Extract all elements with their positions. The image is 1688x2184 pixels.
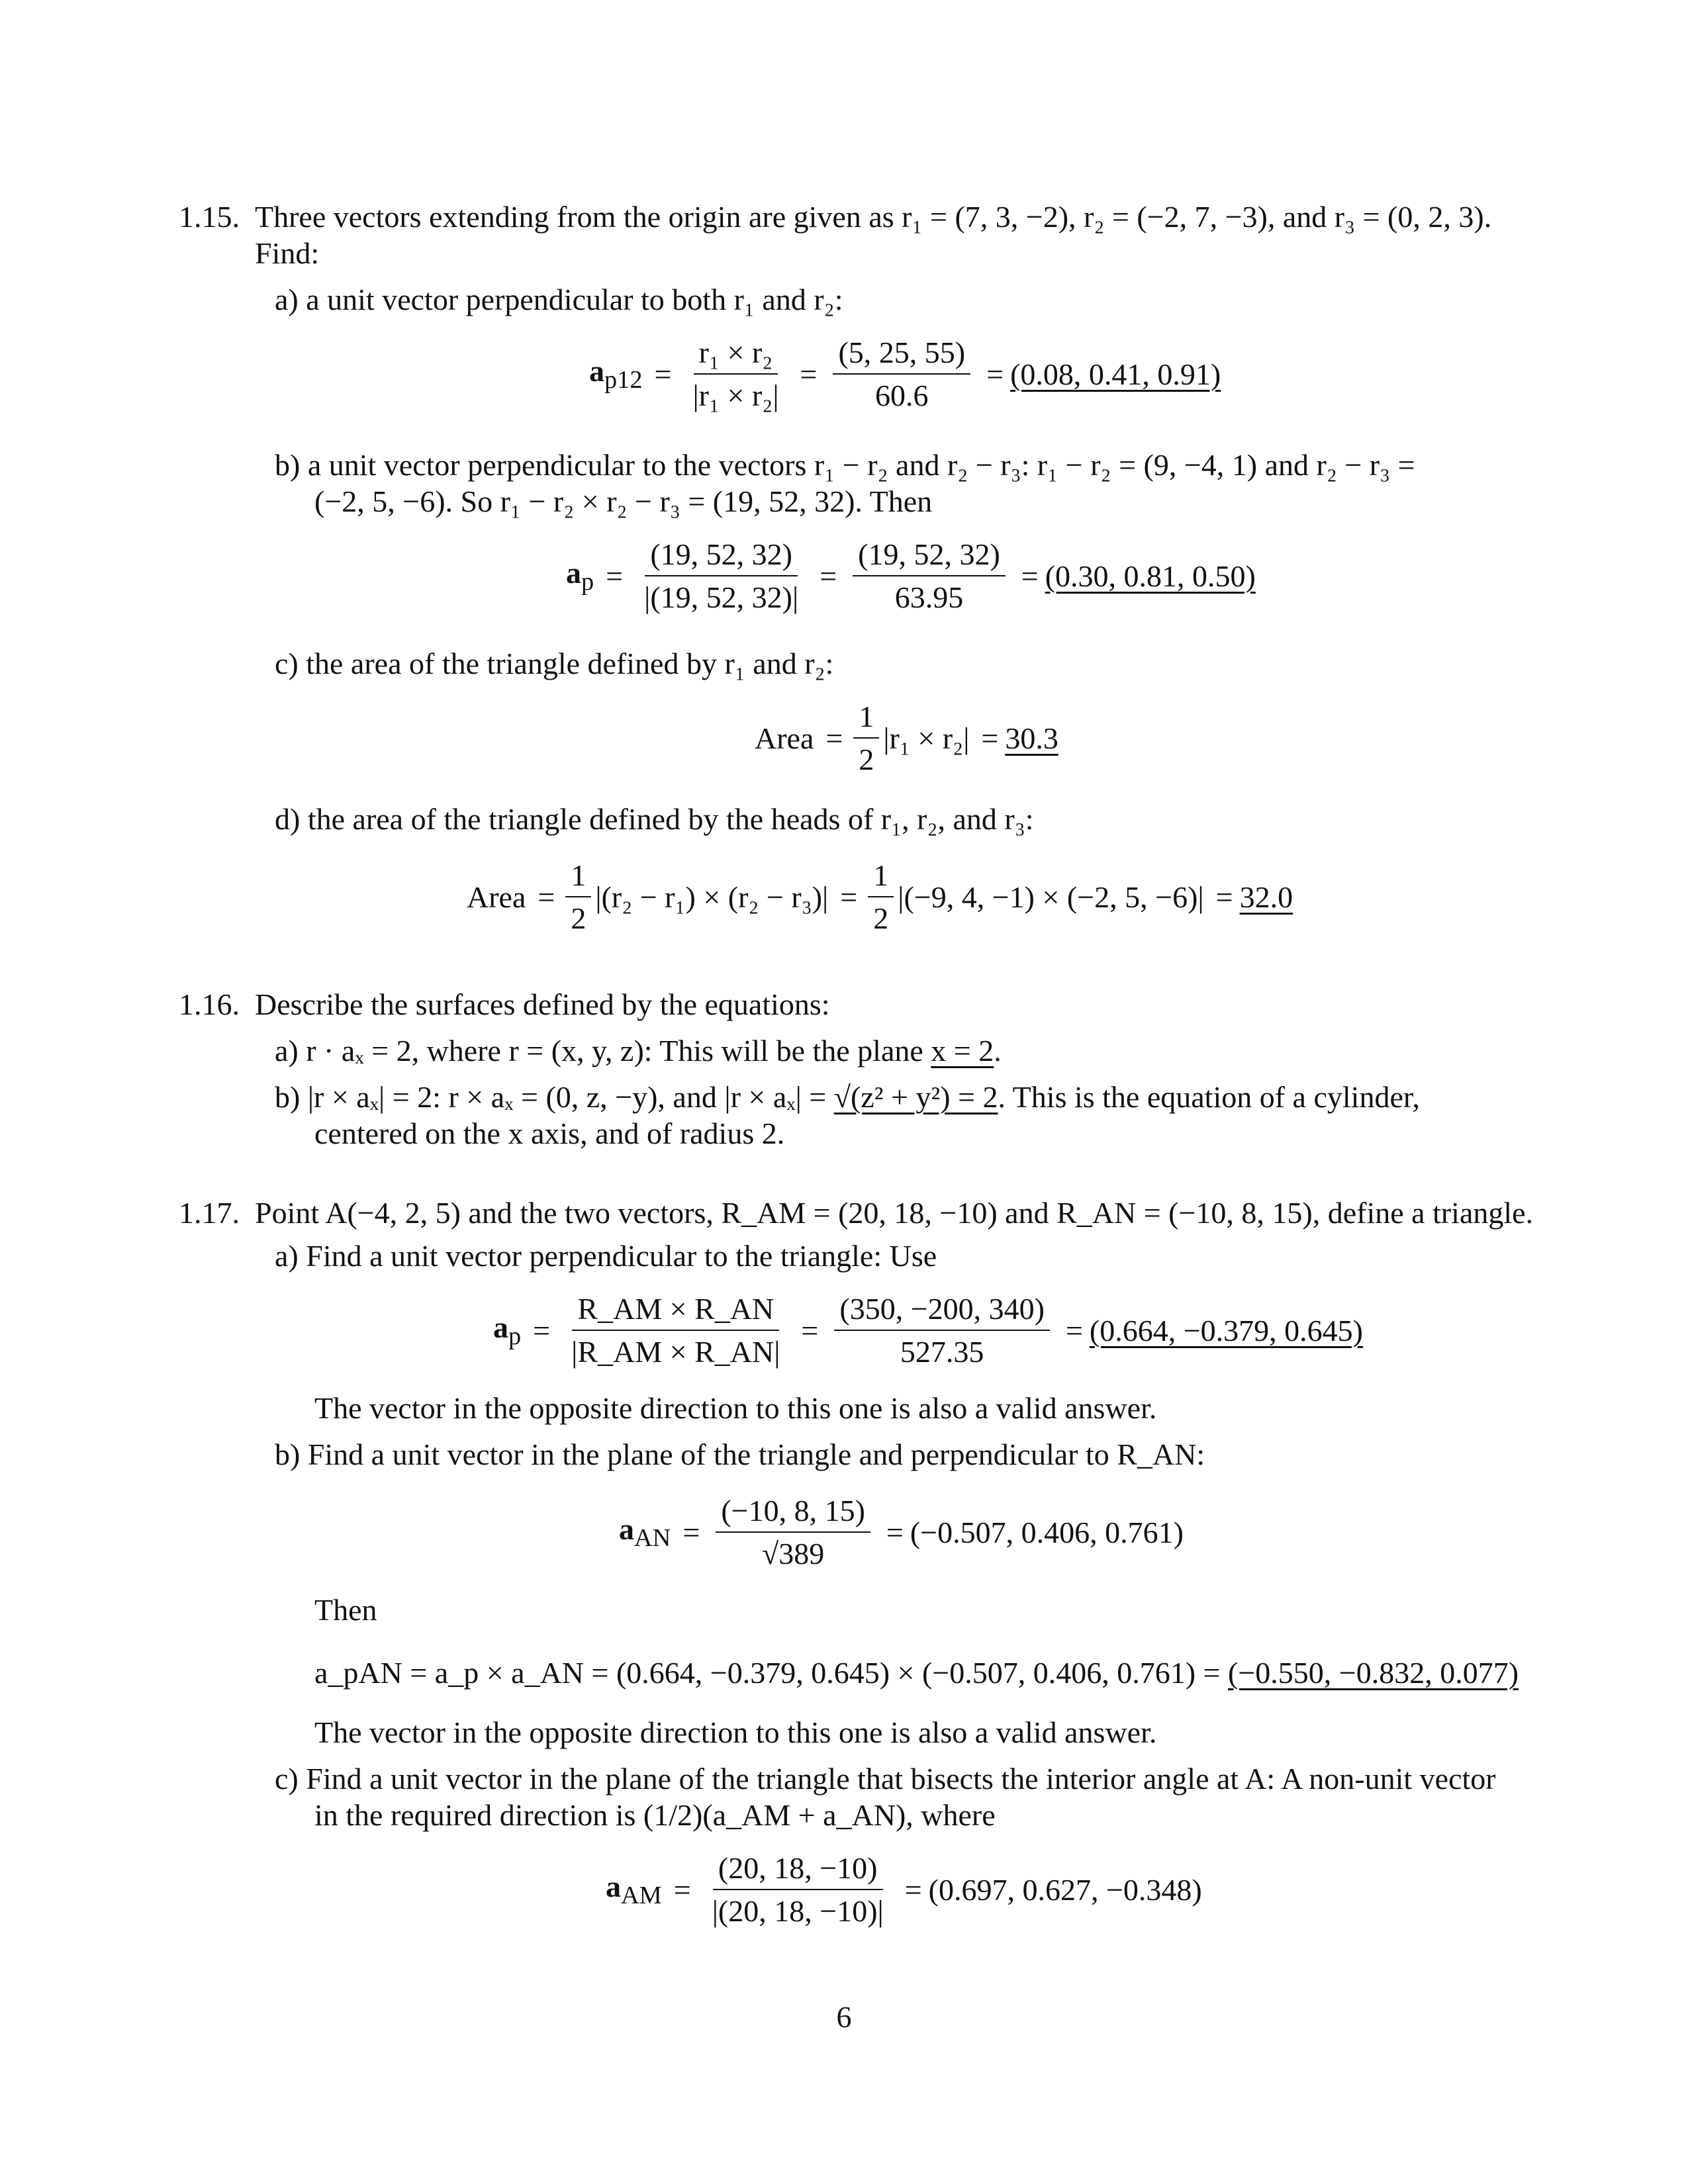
fraction: $\frac{\text{r₁ × r₂}}{\text{|r₁ × r₂|}}$	[692, 336, 779, 413]
part-1-17-b-note: The vector in the opposite direction to this one is also a valid answer.	[314, 1715, 1157, 1749]
lhs: $a_{p12}$	[589, 353, 643, 394]
part-1-17-c-text-1: c) Find a unit vector in the plane of the triangle that bisects the interior angle at A: A non-unit vector	[275, 1762, 1496, 1796]
result: (0.08, 0.41, 0.91)	[1010, 357, 1221, 391]
lhs: $a_p$	[493, 1310, 522, 1350]
lhs: $a_{AM}$	[606, 1869, 662, 1909]
fraction: $\frac{1}{2}$	[853, 698, 879, 778]
result: (0.697, 0.627, −0.348)	[928, 1872, 1202, 1907]
result: (0.30, 0.81, 0.50)	[1045, 559, 1256, 593]
fraction: $\frac{1}{2}$	[868, 857, 894, 936]
problem-1-15-intro: Three vectors extending from the origin are given as r₁ = (7, 3, −2), r₂ = (−2, 7, −3), and r₃ = (0, 2, 3).	[255, 200, 1492, 234]
equation-1-17-a: $a_p$ = $\frac{R\_AM \times R\_AN}{|R\_AM \times R\_AN|}$ = $\frac{(350, -200, 340)}{527.35}$ = (0.664, −0.379, 0.645)	[493, 1291, 1363, 1370]
part-1-15-c-text: c) the area of the triangle defined by r₁ and r₂:	[275, 647, 834, 680]
result: (0.664, −0.379, 0.645)	[1089, 1313, 1364, 1347]
fraction: $\frac{(19, 52, 32)}{63.95}$	[853, 536, 1006, 615]
fraction: $\frac{(5, 25, 55)}{60.6}$	[833, 334, 970, 414]
part-1-15-d-text: d) the area of the triangle defined by the heads of r₁, r₂, and r₃:	[275, 802, 1034, 836]
result: 32.0	[1239, 880, 1293, 914]
part-1-17-b-text: b) Find a unit vector in the plane of the triangle and perpendicular to R_AN:	[275, 1437, 1205, 1471]
problem-1-15-find: Find:	[255, 236, 320, 270]
fraction: $\frac{(-10, 8, 15)}{√389}$	[716, 1492, 870, 1572]
part-1-16-a: a) r · aₓ = 2, where r = (x, y, z): This will be the plane x = 2.	[275, 1034, 1002, 1068]
problem-number-1-15: 1.15.	[179, 200, 240, 234]
part-1-17-a-text: a) Find a unit vector perpendicular to the triangle: Use	[275, 1239, 937, 1273]
fraction: $\frac{1}{2}$	[565, 857, 591, 936]
fraction: $\frac{R\_AM \times R\_AN}{|R\_AM \times R\_AN|}$	[571, 1292, 780, 1369]
equation-1-15-d: Area = $\frac{1}{2}$ |(r₂ − r₁) × (r₂ − r₃)| = $\frac{1}{2}$ |(−9, 4, −1) × (−2, 5, −6)| = 32.0	[467, 857, 1293, 936]
part-1-15-a-text: a) a unit vector perpendicular to both r₁ and r₂:	[275, 283, 843, 316]
equation-1-17-c: $a_{AM}$ = $\frac{(20, 18, -10)}{|(20, 18, -10)|}$ = (0.697, 0.627, −0.348)	[606, 1850, 1202, 1929]
part-1-15-b-text-2: (−2, 5, −6). So r₁ − r₂ × r₂ − r₃ = (19, 52, 32). Then	[314, 484, 933, 518]
part-1-17-a-note: The vector in the opposite direction to this one is also a valid answer.	[314, 1391, 1157, 1425]
fraction: $\frac{(19, 52, 32)}{|(19, 52, 32)|}$	[644, 537, 799, 615]
equation-1-17-b: $a_{AN}$ = $\frac{(-10, 8, 15)}{√389}$ = (−0.507, 0.406, 0.761)	[619, 1492, 1184, 1572]
equation-1-15-b: $a_p$ = $\frac{(19, 52, 32)}{|(19, 52, 32)|}$ = $\frac{(19, 52, 32)}{63.95}$ = (0.30, 0.81, 0.50)	[566, 536, 1256, 615]
result: (−0.507, 0.406, 0.761)	[910, 1515, 1184, 1549]
page-number: 6	[836, 2000, 852, 2034]
lhs: $a_p$	[566, 555, 594, 596]
lhs: $a_{AN}$	[619, 1512, 671, 1552]
part-1-15-b-text-1: b) a unit vector perpendicular to the vectors r₁ − r₂ and r₂ − r₃: r₁ − r₂ = (9, −4, 1) and r₂ − r₃ =	[275, 448, 1415, 482]
equation-1-15-c: Area = $\frac{1}{2}$ |r₁ × r₂| = 30.3	[755, 698, 1058, 778]
equation-1-15-a: $a_{p12}$ = $\frac{\text{r₁ × r₂}}{\text{|r₁ × r₂|}}$ = $\frac{(5, 25, 55)}{60.6}$ = (0.08, 0.41, 0.91)	[589, 334, 1221, 414]
part-1-16-b-text-2: centered on the x axis, and of radius 2.	[314, 1116, 785, 1150]
problem-number-1-16: 1.16.	[179, 987, 240, 1021]
problem-number-1-17: 1.17.	[179, 1196, 240, 1230]
result: x = 2	[931, 1034, 994, 1068]
problem-1-17-intro: Point A(−4, 2, 5) and the two vectors, R_AM = (20, 18, −10) and R_AN = (−10, 8, 15), define a triangle.	[255, 1196, 1534, 1230]
result: 30.3	[1005, 721, 1058, 755]
part-1-17-c-text-2: in the required direction is (1/2)(a_AM + a_AN), where	[314, 1798, 996, 1832]
result: (−0.550, −0.832, 0.077)	[1228, 1656, 1519, 1690]
then-text: Then	[314, 1593, 377, 1627]
equation-1-17-b-2: a_pAN = a_p × a_AN = (0.664, −0.379, 0.645) × (−0.507, 0.406, 0.761) = (−0.550, −0.832, 0.077)	[314, 1656, 1519, 1690]
fraction: $\frac{(20, 18, -10)}{|(20, 18, -10)|}$	[712, 1851, 884, 1929]
part-1-16-b: b) |r × aₓ| = 2: r × aₓ = (0, z, −y), and |r × aₓ| = √(z² + y²) = 2. This is the equation of a cylinder,	[275, 1080, 1420, 1114]
fraction: $\frac{(350, -200, 340)}{527.35}$	[834, 1291, 1050, 1370]
result: √(z² + y²) = 2	[833, 1080, 998, 1114]
problem-1-16-intro: Describe the surfaces defined by the equations:	[255, 987, 830, 1021]
